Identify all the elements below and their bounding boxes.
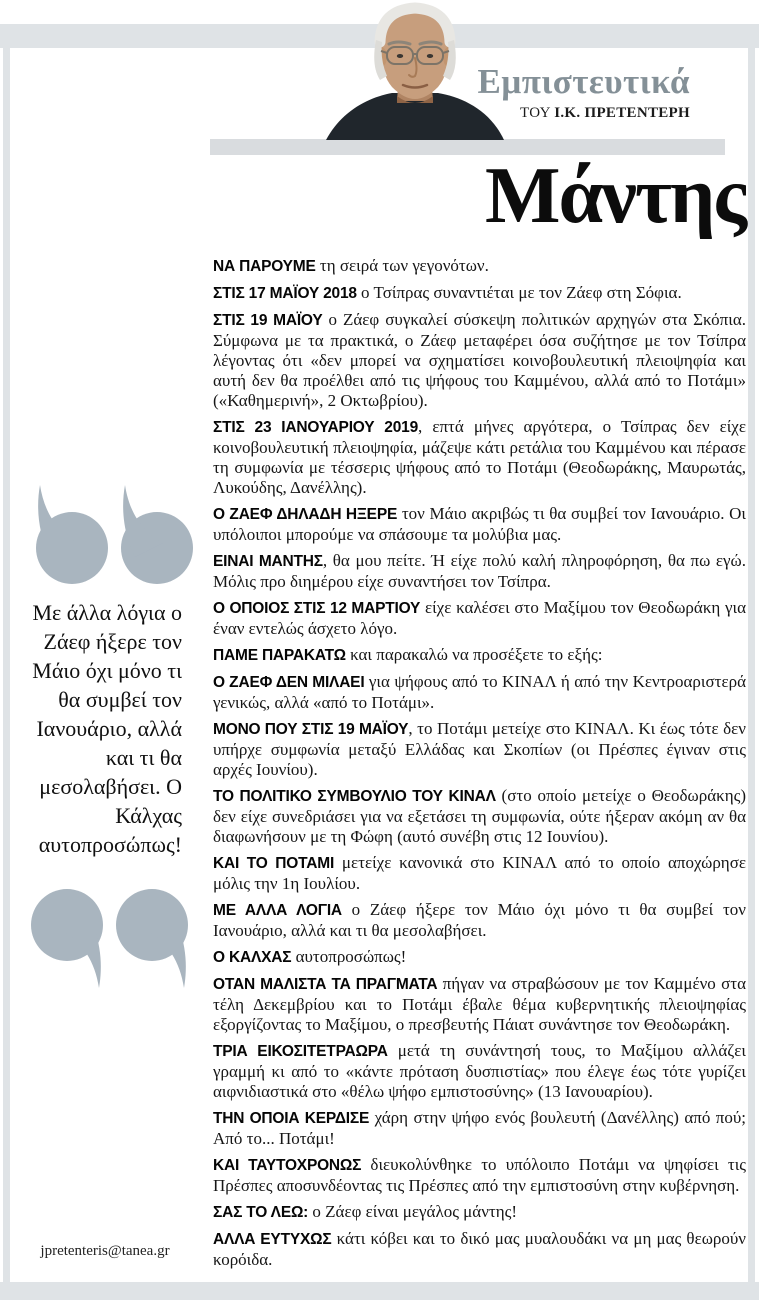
article-paragraph (213, 900, 746, 941)
paragraph-text: ο Τσίπρας συναντιέται με τον Ζάεφ στη Σόφια. (356, 283, 682, 302)
paragraph-text: τη σειρά των γεγονότων. (315, 256, 489, 275)
paragraph-text: , θα μου πείτε. Ή είχε πολύ καλή πληροφόρηση, θα πω εγώ. Μόλις προ διημέρου είχε συναντήσει τον Τσίπρα. (213, 551, 746, 591)
paragraph-lead: ΤΟ ΠΟΛΙΤΙΚΟ ΣΥΜΒΟΥΛΙΟ ΤΟΥ ΚΙΝΑΛ (213, 788, 496, 805)
close-quote-icon (28, 886, 196, 988)
paragraph-text: (στο οποίο μετείχε ο Θεοδωράκης) δεν είχε συνεδριάσει για να εξετάσει τη συμφωνία, ούτε ήξεραν ακόμη αν θα διαφωνήσουν με τη Φώφη (αυτό συνέβη στις 12 Ιουνίου). (213, 786, 746, 846)
paragraph-lead: ΝΑ ΠΑΡΟΥΜΕ (213, 258, 316, 275)
paragraph-lead: ΜΕ ΑΛΛΑ ΛΟΓΙΑ (213, 902, 342, 919)
paragraph-lead: Ο ΖΑΕΦ ΔΗΛΑΔΗ ΗΞΕΡΕ (213, 506, 398, 523)
article-paragraph (213, 598, 746, 639)
paragraph-lead: ΑΛΛΑ ΕΥΤΥΧΩΣ (213, 1231, 332, 1248)
paragraph-text: τον Μάιο ακριβώς τι θα συμβεί τον Ιανουάριο. Οι υπόλοιποι μπορούμε να σπάσουμε τα μολύβια μας. (213, 504, 747, 544)
article-paragraph (213, 1108, 746, 1149)
columnist-portrait-photo (320, 0, 510, 140)
paragraph-lead: ΣΑΣ ΤΟ ΛΕΩ: (213, 1204, 309, 1221)
paragraph-text: και παρακαλώ να προσέξετε το εξής: (345, 645, 603, 664)
paragraph-text: κάτι κόβει και το δικό μας μυαλουδάκι να μη μας θεωρούν κορόιδα. (213, 1229, 746, 1269)
bottom-gray-band (0, 1282, 759, 1300)
right-gray-strip (748, 24, 755, 1300)
paragraph-lead: ΚΑΙ ΤΑΥΤΟΧΡΟΝΩΣ (213, 1157, 362, 1174)
paragraph-text: , επτά μήνες αργότερα, ο Τσίπρας δεν είχε κοινοβουλευτική πλειοψηφία, μάζεψε κάτι ρετάλια του Καμμένου και πέρασε τη συμφωνία με τέσσερις ψήφους από το Ποτάμι (Θεοδωράκης, Μαυρωτάς, Λυκούδης, Δανέλλης). (213, 417, 746, 497)
paragraph-lead: Ο ΟΠΟΙΟΣ ΣΤΙΣ 12 ΜΑΡΤΙΟΥ (213, 600, 421, 617)
column-masthead-title: Εμπιστευτικά (477, 62, 690, 101)
paragraph-text: χάρη στην ψήφο ενός βουλευτή (Δανέλλης) από πού; Από το... Ποτάμι! (213, 1108, 747, 1148)
paragraph-lead: ΣΤΙΣ 17 ΜΑΪΟΥ 2018 (213, 285, 357, 302)
paragraph-lead: ΚΑΙ ΤΟ ΠΟΤΑΜΙ (213, 855, 335, 872)
paragraph-text: , το Ποτάμι μετείχε στο ΚΙΝΑΛ. Κι έως τότε δεν υπήρχε συμφωνία μεταξύ Ελλάδας και Σκοπίων (οι Πρέσπες έγιναν στις αρχές Ιουνίου). (213, 719, 746, 779)
paragraph-text: αυτοπροσώπως! (291, 947, 407, 966)
paragraph-text: ο Ζάεφ είναι μεγάλος μάντης! (308, 1202, 517, 1221)
article-paragraph (213, 1202, 746, 1223)
paragraph-text: διευκολύνθηκε το υπόλοιπο Ποτάμι να ψηφίσει τις Πρέσπες αποσυνδέοντας τις Πρέσπες από την εμπιστοσύνη στην κυβέρνηση. (213, 1155, 746, 1195)
paragraph-text: πήγαν να στραβώσουν με τον Καμμένο στα τέλη Δεκεμβρίου και το Ποτάμι έβαλε θέμα κυβερνητικής πλειοψηφίας εξοργίζοντας το Μαξίμου, ο πρεσβευτής Πάιατ συνάντησε τον Θεοδωράκη. (213, 974, 746, 1034)
open-quote-icon (28, 485, 196, 587)
paragraph-text: ο Ζάεφ συγκαλεί σύσκεψη πολιτικών αρχηγών στα Σκόπια. Σύμφωνα με τα πρακτικά, ο Ζάεφ μεταφέρει όσα συζήτησε με τον Τσίπρα λέγοντας ότι «δεν μπορεί να σχηματίσει κοινοβουλευτική πλειοψηφία και αυτή δεν θα προέλθει από τις ψήφους του Καμμένου, αλλά από το Ποτάμι» («Καθημερινή», 2 Οκτωβρίου). (213, 310, 746, 410)
paragraph-text: ο Ζάεφ ήξερε τον Μάιο όχι μόνο τι θα συμβεί τον Ιανουάριο, αλλά και τι θα μεσολαβήσει. (213, 900, 746, 940)
article-paragraph (213, 1229, 746, 1270)
pull-quote-text: Με άλλα λόγια ο Ζάεφ ήξερε τον Μάιο όχι μόνο τι θα συμβεί τον Ιανουάριο, αλλά και τι θα μεσολαβήσει. Ο Κάλχας αυτοπροσώπως! (32, 600, 182, 857)
article-paragraph (213, 719, 746, 780)
byline-prefix: ΤΟΥ (520, 105, 551, 121)
article-paragraph (213, 417, 746, 498)
article-paragraph (213, 256, 746, 277)
byline-author-name: Ι.Κ. ΠΡΕΤΕΝΤΕΡΗ (554, 105, 690, 121)
article-paragraph (213, 310, 746, 411)
article-paragraph (213, 504, 746, 545)
paragraph-lead: ΜΟΝΟ ΠΟΥ ΣΤΙΣ 19 ΜΑΪΟΥ (213, 721, 409, 738)
paragraph-lead: ΣΤΙΣ 19 ΜΑΪΟΥ (213, 312, 323, 329)
article-paragraph (213, 974, 746, 1035)
paragraph-lead: ΕΙΝΑΙ ΜΑΝΤΗΣ (213, 553, 323, 570)
portrait-illustration (320, 0, 510, 140)
paragraph-lead: ΤΡΙΑ ΕΙΚΟΣΙΤΕΤΡΑΩΡΑ (213, 1043, 388, 1060)
article-paragraph (213, 672, 746, 713)
paragraph-text: μετείχε κανονικά στο ΚΙΝΑΛ από το οποίο αποχώρησε μόλις την 1η Ιουλίου. (213, 853, 746, 893)
paragraph-lead: ΣΤΙΣ 23 ΙΑΝΟΥΑΡΙΟΥ 2019 (213, 419, 418, 436)
paragraph-text: είχε καλέσει στο Μαξίμου τον Θεοδωράκη για έναν εντελώς άσχετο λόγο. (213, 598, 746, 638)
paragraph-lead: Ο ΚΑΛΧΑΣ (213, 949, 292, 966)
article-body (213, 256, 746, 1276)
paragraph-lead: ΟΤΑΝ ΜΑΛΙΣΤΑ ΤΑ ΠΡΑΓΜΑΤΑ (213, 976, 438, 993)
article-title: Μάντης (485, 152, 745, 240)
article-paragraph (213, 853, 746, 894)
article-paragraph (213, 645, 746, 666)
article-paragraph (213, 947, 746, 968)
article-paragraph (213, 786, 746, 847)
article-paragraph (213, 1155, 746, 1196)
article-paragraph (213, 551, 746, 592)
paragraph-lead: ΤΗΝ ΟΠΟΙΑ ΚΕΡΔΙΣΕ (213, 1110, 370, 1127)
author-email[interactable]: jpretenteris@tanea.gr (40, 1243, 170, 1259)
article-paragraph (213, 283, 746, 304)
paragraph-lead: Ο ΖΑΕΦ ΔΕΝ ΜΙΛΑΕΙ (213, 674, 365, 691)
paragraph-lead: ΠΑΜΕ ΠΑΡΑΚΑΤΩ (213, 647, 346, 664)
paragraph-text: για ψήφους από το ΚΙΝΑΛ ή από την Κεντροαριστερά γενικώς, αλλά «από το Ποτάμι». (213, 672, 746, 712)
paragraph-text: μετά τη συνάντησή τους, το Μαξίμου αλλάζει γραμμή κι από το «κάντε πρόταση δυσπιστίας» που έλεγε έως τότε γυρίζει αιφνιδιαστικά στο «θέλω ψήφο εμπιστοσύνης» (13 Ιανουαρίου). (213, 1041, 746, 1101)
article-paragraph (213, 1041, 746, 1102)
